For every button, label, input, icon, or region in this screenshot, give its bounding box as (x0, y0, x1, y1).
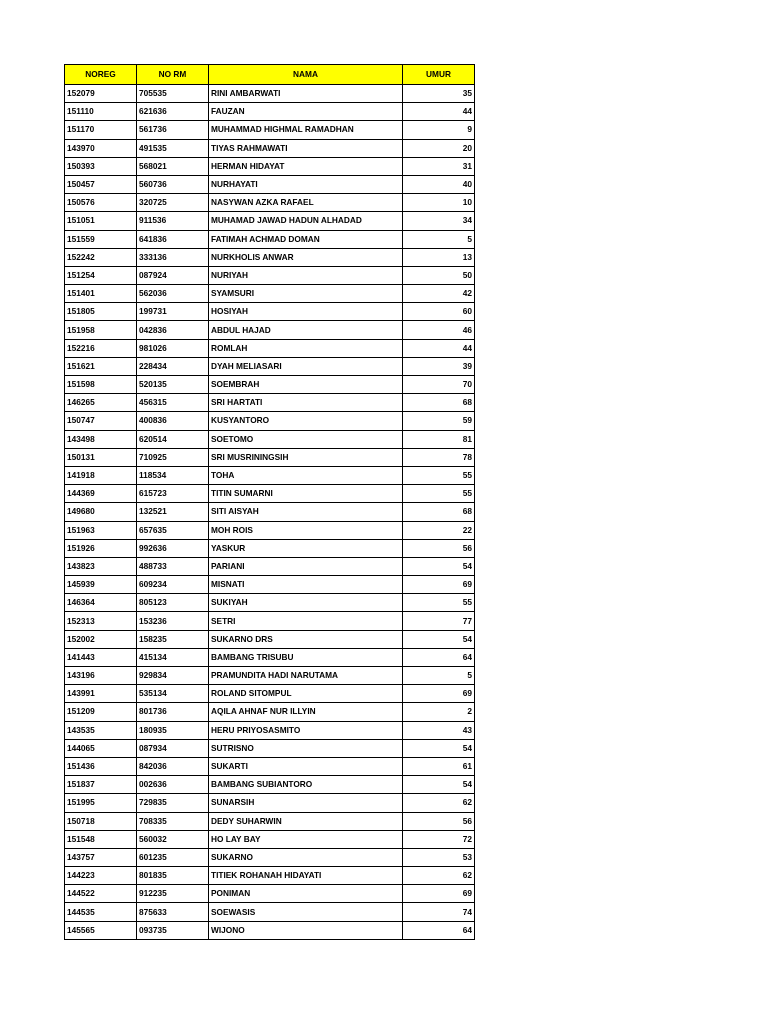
table-row (65, 175, 475, 193)
umur-cell[interactable]: 43 (403, 721, 475, 739)
noreg-cell[interactable]: 151548 (65, 830, 137, 848)
no-rm-cell[interactable]: 087934 (137, 739, 209, 757)
noreg-cell[interactable]: 150747 (65, 412, 137, 430)
table-row (65, 812, 475, 830)
header-no-rm[interactable]: NO RM (137, 65, 209, 85)
noreg-cell[interactable]: 150393 (65, 157, 137, 175)
table-row (65, 212, 475, 230)
noreg-cell[interactable]: 144223 (65, 867, 137, 885)
no-rm-cell[interactable]: 333136 (137, 248, 209, 266)
table-row (65, 648, 475, 666)
noreg-cell[interactable]: 152216 (65, 339, 137, 357)
nama-cell[interactable]: ABDUL HAJAD (209, 321, 403, 339)
nama-cell[interactable]: DEDY SUHARWIN (209, 812, 403, 830)
noreg-cell[interactable]: 151110 (65, 103, 137, 121)
nama-cell[interactable]: SETRI (209, 612, 403, 630)
table-row (65, 703, 475, 721)
noreg-cell[interactable]: 141918 (65, 466, 137, 484)
umur-cell[interactable]: 34 (403, 212, 475, 230)
nama-cell[interactable]: TOHA (209, 466, 403, 484)
noreg-cell[interactable]: 150718 (65, 812, 137, 830)
table-row (65, 285, 475, 303)
no-rm-cell[interactable]: 199731 (137, 303, 209, 321)
nama-cell[interactable]: DYAH MELIASARI (209, 357, 403, 375)
table-row (65, 612, 475, 630)
nama-cell[interactable]: RINI AMBARWATI (209, 85, 403, 103)
noreg-cell[interactable]: 150131 (65, 448, 137, 466)
nama-cell[interactable]: ROMLAH (209, 339, 403, 357)
noreg-cell[interactable]: 152079 (65, 85, 137, 103)
umur-cell[interactable]: 50 (403, 266, 475, 284)
no-rm-cell[interactable]: 842036 (137, 757, 209, 775)
umur-cell[interactable]: 54 (403, 630, 475, 648)
nama-cell[interactable]: KUSYANTORO (209, 412, 403, 430)
noreg-cell[interactable]: 152313 (65, 612, 137, 630)
noreg-cell[interactable]: 141443 (65, 648, 137, 666)
nama-cell[interactable]: SUTRISNO (209, 739, 403, 757)
header-noreg[interactable]: NOREG (65, 65, 137, 85)
umur-cell[interactable]: 10 (403, 194, 475, 212)
nama-cell[interactable]: MUHAMMAD HIGHMAL RAMADHAN (209, 121, 403, 139)
noreg-cell[interactable]: 151559 (65, 230, 137, 248)
nama-cell[interactable]: SUNARSIH (209, 794, 403, 812)
header-umur[interactable]: UMUR (403, 65, 475, 85)
table-row (65, 194, 475, 212)
noreg-cell[interactable]: 146364 (65, 594, 137, 612)
nama-cell[interactable]: NURKHOLIS ANWAR (209, 248, 403, 266)
umur-cell[interactable]: 74 (403, 903, 475, 921)
nama-cell[interactable]: NURIYAH (209, 266, 403, 284)
nama-cell[interactable]: FAUZAN (209, 103, 403, 121)
no-rm-cell[interactable]: 708335 (137, 812, 209, 830)
noreg-cell[interactable]: 151995 (65, 794, 137, 812)
table-row (65, 576, 475, 594)
nama-cell[interactable]: SRI HARTATI (209, 394, 403, 412)
no-rm-cell[interactable]: 710925 (137, 448, 209, 466)
nama-cell[interactable]: SOETOMO (209, 430, 403, 448)
no-rm-cell[interactable]: 801835 (137, 867, 209, 885)
table-row (65, 485, 475, 503)
umur-cell[interactable]: 56 (403, 539, 475, 557)
table-row (65, 394, 475, 412)
umur-cell[interactable]: 13 (403, 248, 475, 266)
table-row (65, 157, 475, 175)
nama-cell[interactable]: HERU PRIYOSASMITO (209, 721, 403, 739)
nama-cell[interactable]: ROLAND SITOMPUL (209, 685, 403, 703)
noreg-cell[interactable]: 151598 (65, 376, 137, 394)
no-rm-cell[interactable]: 320725 (137, 194, 209, 212)
noreg-cell[interactable]: 150576 (65, 194, 137, 212)
noreg-cell[interactable]: 151209 (65, 703, 137, 721)
noreg-cell[interactable]: 143991 (65, 685, 137, 703)
umur-cell[interactable]: 68 (403, 394, 475, 412)
table-row (65, 466, 475, 484)
noreg-cell[interactable]: 151051 (65, 212, 137, 230)
umur-cell[interactable]: 64 (403, 648, 475, 666)
noreg-cell[interactable]: 143823 (65, 557, 137, 575)
no-rm-cell[interactable]: 615723 (137, 485, 209, 503)
umur-cell[interactable]: 70 (403, 376, 475, 394)
table-row (65, 667, 475, 685)
nama-cell[interactable]: WIJONO (209, 921, 403, 939)
header-row (65, 65, 475, 85)
nama-cell[interactable]: TITIEK ROHANAH HIDAYATI (209, 867, 403, 885)
nama-cell[interactable]: SOEWASIS (209, 903, 403, 921)
umur-cell[interactable]: 64 (403, 921, 475, 939)
no-rm-cell[interactable]: 620514 (137, 430, 209, 448)
table-row (65, 412, 475, 430)
nama-cell[interactable]: SITI AISYAH (209, 503, 403, 521)
umur-cell[interactable]: 54 (403, 739, 475, 757)
umur-cell[interactable]: 56 (403, 812, 475, 830)
umur-cell[interactable]: 44 (403, 103, 475, 121)
nama-cell[interactable]: PARIANI (209, 557, 403, 575)
umur-cell[interactable]: 35 (403, 85, 475, 103)
noreg-cell[interactable]: 151436 (65, 757, 137, 775)
table-row (65, 303, 475, 321)
table-row (65, 885, 475, 903)
noreg-cell[interactable]: 151926 (65, 539, 137, 557)
noreg-cell[interactable]: 151805 (65, 303, 137, 321)
umur-cell[interactable]: 2 (403, 703, 475, 721)
no-rm-cell[interactable]: 805123 (137, 594, 209, 612)
umur-cell[interactable]: 59 (403, 412, 475, 430)
umur-cell[interactable]: 78 (403, 448, 475, 466)
no-rm-cell[interactable]: 657635 (137, 521, 209, 539)
umur-cell[interactable]: 69 (403, 576, 475, 594)
umur-cell[interactable]: 54 (403, 776, 475, 794)
no-rm-cell[interactable]: 875633 (137, 903, 209, 921)
no-rm-cell[interactable]: 042836 (137, 321, 209, 339)
nama-cell[interactable]: PONIMAN (209, 885, 403, 903)
no-rm-cell[interactable]: 158235 (137, 630, 209, 648)
no-rm-cell[interactable]: 535134 (137, 685, 209, 703)
noreg-cell[interactable]: 143757 (65, 848, 137, 866)
umur-cell[interactable]: 61 (403, 757, 475, 775)
noreg-cell[interactable]: 149680 (65, 503, 137, 521)
umur-cell[interactable]: 46 (403, 321, 475, 339)
nama-cell[interactable]: FATIMAH ACHMAD DOMAN (209, 230, 403, 248)
no-rm-cell[interactable]: 118534 (137, 466, 209, 484)
noreg-cell[interactable]: 144522 (65, 885, 137, 903)
no-rm-cell[interactable]: 992636 (137, 539, 209, 557)
umur-cell[interactable]: 5 (403, 230, 475, 248)
no-rm-cell[interactable]: 153236 (137, 612, 209, 630)
table-row (65, 248, 475, 266)
table-row (65, 376, 475, 394)
table-row (65, 121, 475, 139)
nama-cell[interactable]: HO LAY BAY (209, 830, 403, 848)
nama-cell[interactable]: TITIN SUMARNI (209, 485, 403, 503)
no-rm-cell[interactable]: 911536 (137, 212, 209, 230)
no-rm-cell[interactable]: 560032 (137, 830, 209, 848)
no-rm-cell[interactable]: 456315 (137, 394, 209, 412)
table-row (65, 103, 475, 121)
table-body (65, 85, 475, 940)
no-rm-cell[interactable]: 132521 (137, 503, 209, 521)
no-rm-cell[interactable]: 568021 (137, 157, 209, 175)
no-rm-cell[interactable]: 002636 (137, 776, 209, 794)
table-row (65, 430, 475, 448)
table-row (65, 794, 475, 812)
nama-cell[interactable]: NASYWAN AZKA RAFAEL (209, 194, 403, 212)
no-rm-cell[interactable]: 520135 (137, 376, 209, 394)
umur-cell[interactable]: 9 (403, 121, 475, 139)
table-row (65, 848, 475, 866)
no-rm-cell[interactable]: 601235 (137, 848, 209, 866)
table-row (65, 685, 475, 703)
umur-cell[interactable]: 69 (403, 885, 475, 903)
umur-cell[interactable]: 55 (403, 466, 475, 484)
nama-cell[interactable]: BAMBANG SUBIANTORO (209, 776, 403, 794)
table-row (65, 503, 475, 521)
umur-cell[interactable]: 31 (403, 157, 475, 175)
no-rm-cell[interactable]: 621636 (137, 103, 209, 121)
noreg-cell[interactable]: 152002 (65, 630, 137, 648)
table-row (65, 230, 475, 248)
patient-table (64, 64, 475, 940)
table-row (65, 594, 475, 612)
nama-cell[interactable]: TIYAS RAHMAWATI (209, 139, 403, 157)
table-row (65, 903, 475, 921)
table-row (65, 921, 475, 939)
umur-cell[interactable]: 40 (403, 175, 475, 193)
noreg-cell[interactable]: 151963 (65, 521, 137, 539)
no-rm-cell[interactable]: 488733 (137, 557, 209, 575)
no-rm-cell[interactable]: 093735 (137, 921, 209, 939)
nama-cell[interactable]: SOEMBRAH (209, 376, 403, 394)
umur-cell[interactable]: 77 (403, 612, 475, 630)
nama-cell[interactable]: MISNATI (209, 576, 403, 594)
noreg-cell[interactable]: 143196 (65, 667, 137, 685)
noreg-cell[interactable]: 151254 (65, 266, 137, 284)
header-nama[interactable]: NAMA (209, 65, 403, 85)
no-rm-cell[interactable]: 180935 (137, 721, 209, 739)
umur-cell[interactable]: 44 (403, 339, 475, 357)
noreg-cell[interactable]: 146265 (65, 394, 137, 412)
noreg-cell[interactable]: 143498 (65, 430, 137, 448)
umur-cell[interactable]: 81 (403, 430, 475, 448)
umur-cell[interactable]: 20 (403, 139, 475, 157)
table-row (65, 830, 475, 848)
table-row (65, 630, 475, 648)
noreg-cell[interactable]: 145565 (65, 921, 137, 939)
table-row (65, 448, 475, 466)
umur-cell[interactable]: 55 (403, 594, 475, 612)
no-rm-cell[interactable]: 561736 (137, 121, 209, 139)
noreg-cell[interactable]: 143535 (65, 721, 137, 739)
noreg-cell[interactable]: 151170 (65, 121, 137, 139)
table-row (65, 867, 475, 885)
umur-cell[interactable]: 39 (403, 357, 475, 375)
nama-cell[interactable]: PRAMUNDITA HADI NARUTAMA (209, 667, 403, 685)
nama-cell[interactable]: SRI MUSRININGSIH (209, 448, 403, 466)
nama-cell[interactable]: SUKARNO DRS (209, 630, 403, 648)
no-rm-cell[interactable]: 400836 (137, 412, 209, 430)
table-row (65, 321, 475, 339)
no-rm-cell[interactable]: 801736 (137, 703, 209, 721)
umur-cell[interactable]: 62 (403, 794, 475, 812)
table-row (65, 557, 475, 575)
table-row (65, 357, 475, 375)
umur-cell[interactable]: 72 (403, 830, 475, 848)
nama-cell[interactable]: SUKIYAH (209, 594, 403, 612)
noreg-cell[interactable]: 151837 (65, 776, 137, 794)
umur-cell[interactable]: 69 (403, 685, 475, 703)
nama-cell[interactable]: AQILA AHNAF NUR ILLYIN (209, 703, 403, 721)
nama-cell[interactable]: SUKARNO (209, 848, 403, 866)
no-rm-cell[interactable]: 729835 (137, 794, 209, 812)
no-rm-cell[interactable]: 705535 (137, 85, 209, 103)
nama-cell[interactable]: NURHAYATI (209, 175, 403, 193)
no-rm-cell[interactable]: 087924 (137, 266, 209, 284)
noreg-cell[interactable]: 144065 (65, 739, 137, 757)
noreg-cell[interactable]: 144535 (65, 903, 137, 921)
no-rm-cell[interactable]: 981026 (137, 339, 209, 357)
umur-cell[interactable]: 62 (403, 867, 475, 885)
nama-cell[interactable]: YASKUR (209, 539, 403, 557)
noreg-cell[interactable]: 152242 (65, 248, 137, 266)
no-rm-cell[interactable]: 609234 (137, 576, 209, 594)
noreg-cell[interactable]: 151958 (65, 321, 137, 339)
table-row (65, 521, 475, 539)
noreg-cell[interactable]: 151401 (65, 285, 137, 303)
no-rm-cell[interactable]: 560736 (137, 175, 209, 193)
nama-cell[interactable]: HERMAN HIDAYAT (209, 157, 403, 175)
noreg-cell[interactable]: 143970 (65, 139, 137, 157)
umur-cell[interactable]: 55 (403, 485, 475, 503)
table-row (65, 266, 475, 284)
table-row (65, 776, 475, 794)
table-row (65, 739, 475, 757)
no-rm-cell[interactable]: 641836 (137, 230, 209, 248)
noreg-cell[interactable]: 145939 (65, 576, 137, 594)
noreg-cell[interactable]: 144369 (65, 485, 137, 503)
nama-cell[interactable]: MUHAMAD JAWAD HADUN ALHADAD (209, 212, 403, 230)
no-rm-cell[interactable]: 491535 (137, 139, 209, 157)
umur-cell[interactable]: 60 (403, 303, 475, 321)
no-rm-cell[interactable]: 415134 (137, 648, 209, 666)
noreg-cell[interactable]: 151621 (65, 357, 137, 375)
nama-cell[interactable]: BAMBANG TRISUBU (209, 648, 403, 666)
table-row (65, 757, 475, 775)
umur-cell[interactable]: 42 (403, 285, 475, 303)
umur-cell[interactable]: 5 (403, 667, 475, 685)
table-row (65, 339, 475, 357)
umur-cell[interactable]: 22 (403, 521, 475, 539)
umur-cell[interactable]: 68 (403, 503, 475, 521)
nama-cell[interactable]: SUKARTI (209, 757, 403, 775)
table-row (65, 139, 475, 157)
table-row (65, 721, 475, 739)
no-rm-cell[interactable]: 929834 (137, 667, 209, 685)
no-rm-cell[interactable]: 562036 (137, 285, 209, 303)
table-row (65, 85, 475, 103)
noreg-cell[interactable]: 150457 (65, 175, 137, 193)
nama-cell[interactable]: MOH ROIS (209, 521, 403, 539)
umur-cell[interactable]: 53 (403, 848, 475, 866)
no-rm-cell[interactable]: 912235 (137, 885, 209, 903)
no-rm-cell[interactable]: 228434 (137, 357, 209, 375)
umur-cell[interactable]: 54 (403, 557, 475, 575)
table-row (65, 539, 475, 557)
nama-cell[interactable]: SYAMSURI (209, 285, 403, 303)
nama-cell[interactable]: HOSIYAH (209, 303, 403, 321)
